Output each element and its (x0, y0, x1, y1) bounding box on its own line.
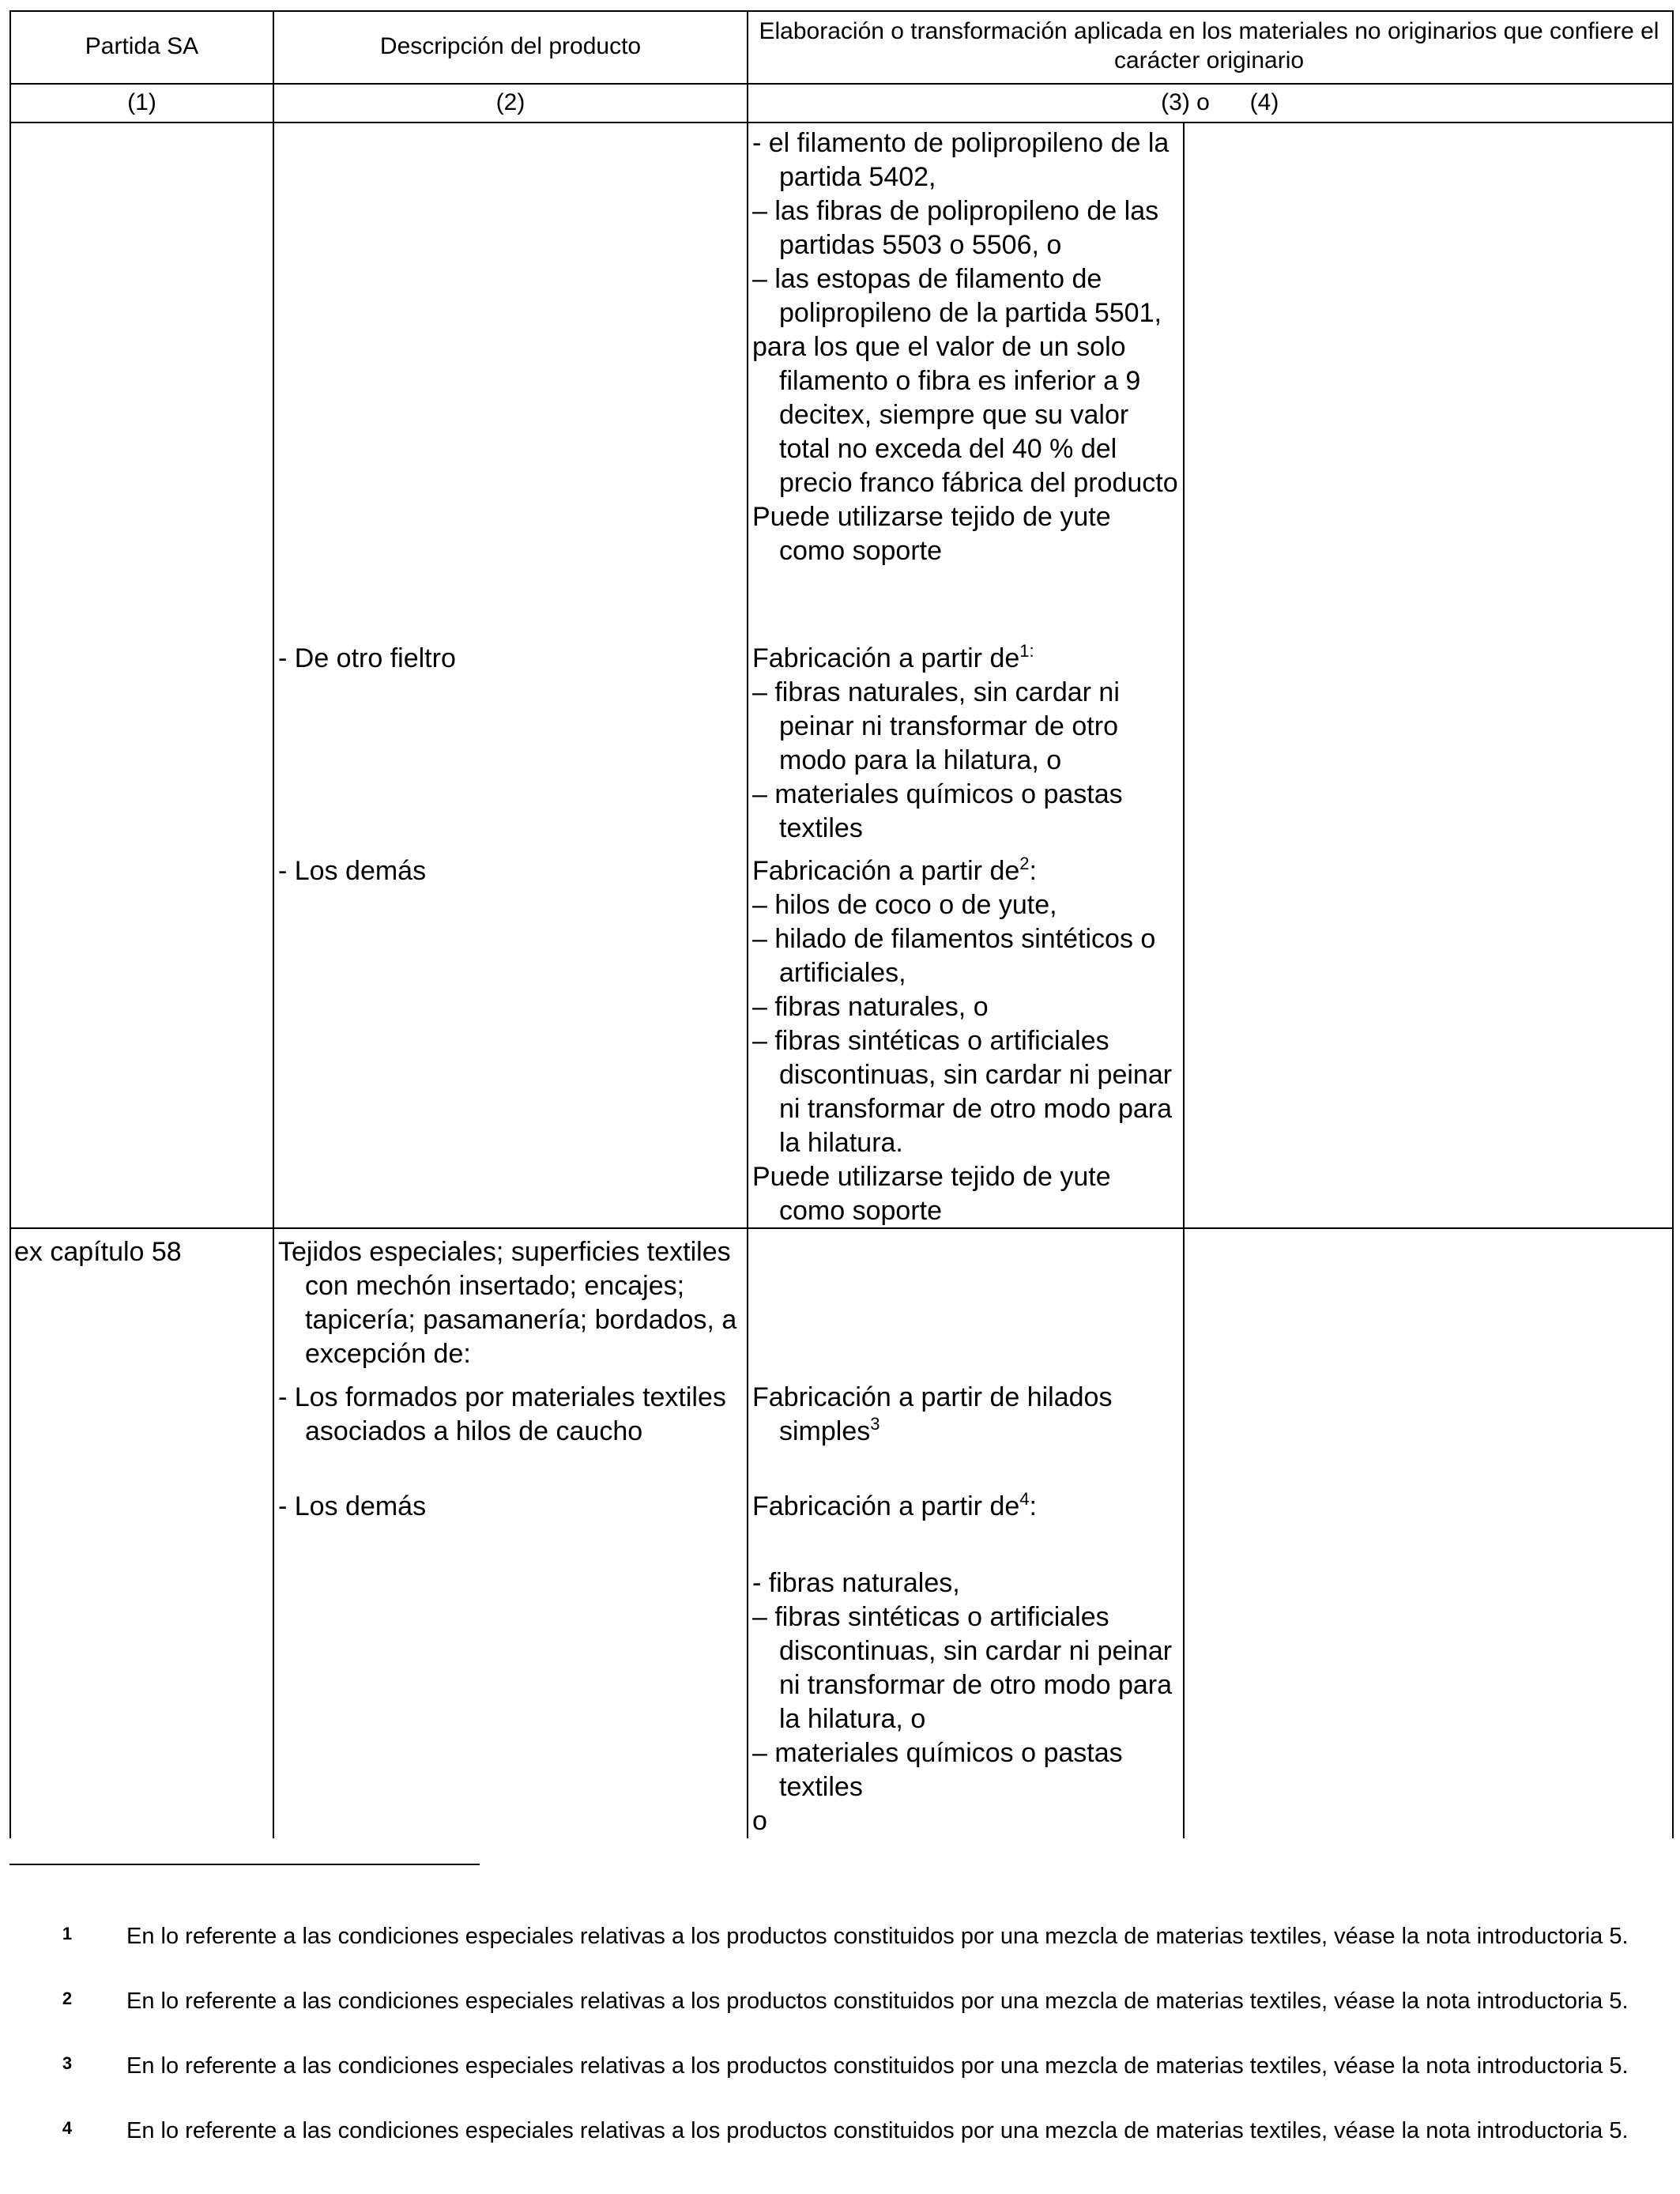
partida-ex-capitulo-58: ex capítulo 58 (14, 1237, 182, 1267)
rule-line: – fibras naturales, sin cardar ni peinar ni transformar de otro modo para la hilatura, o (752, 677, 1120, 775)
header-partida-sa: Partida SA (85, 33, 199, 59)
header-elaboracion: Elaboración o transformación aplicada en los materiales no originarios que confiere el carácter originario (759, 18, 1659, 74)
footnote-number: 2 (62, 1989, 73, 2008)
column-number-2: (2) (495, 89, 525, 115)
description-los-demas-58: - Los demás (278, 1491, 427, 1521)
column-divider-2 (747, 10, 748, 1838)
footnote-ref-1: 1: (1019, 641, 1034, 661)
footnote-4 (8, 2113, 1672, 2146)
footnote-text: En lo referente a las condiciones especiales relativas a los productos constituidos por una mezcla de materias textiles, véase la nota introductoria 5. (126, 1924, 1629, 1949)
rule-line: – fibras sintéticas o artificiales discontinuas, sin cardar ni peinar ni transformar de otro modo para la hilatura, o (752, 1602, 1173, 1734)
rule-line: – fibras sintéticas o artificiales discontinuas, sin cardar ni peinar ni transformar de otro modo para la hilatura. (752, 1026, 1173, 1158)
footnote-ref-3: 3 (870, 1414, 880, 1434)
column-number-3: (3) o (1161, 89, 1210, 115)
rule-intro: Fabricación a partir $de^2$: (752, 854, 1037, 886)
number-row-bottom-border (9, 122, 1674, 123)
footnote-text: En lo referente a las condiciones especiales relativas a los productos constituidos por una mezcla de materias textiles, véase la nota introductoria 5. (126, 2053, 1629, 2079)
column-number-4: (4) (1249, 89, 1279, 115)
footnote-2 (8, 1984, 1672, 2016)
footnote-1 (8, 1919, 1672, 1951)
rule-intro-58: Fabricación a partir $de^4$: (752, 1489, 1037, 1521)
table-top-border (9, 10, 1674, 12)
rule-hilados-simples: Fabricación a partir de hilados simples$^3$ (752, 1382, 1113, 1446)
header-bottom-border (9, 83, 1674, 85)
column-divider-1 (273, 10, 274, 1838)
rule-line: – materiales químicos o pastas textiles (752, 1738, 1123, 1802)
footnote-3 (8, 2049, 1672, 2081)
rule-cell-fieltro (752, 642, 1179, 846)
footnote-text: En lo referente a las condiciones especiales relativas a los productos constituidos por una mezcla de materias textiles, véase la nota introductoria 5. (126, 2118, 1629, 2143)
description-hilos-de-caucho: - Los formados por materiales textiles asociados a hilos de caucho (278, 1382, 726, 1446)
column-divider-3 (1183, 122, 1185, 1838)
rule-cell-continuation (752, 126, 1179, 568)
rule-line: Puede utilizarse tejido de yute como soporte (752, 502, 1111, 566)
footnote-number: 4 (62, 2118, 73, 2138)
rule-line: o (752, 1806, 767, 1836)
rule-line: – hilos de coco o de yute, (752, 890, 1057, 920)
footnote-text: En lo referente a las condiciones especiales relativas a los productos constituidos por una mezcla de materias textiles, véase la nota introductoria 5. (126, 1989, 1629, 2014)
rule-line: – hilado de filamentos sintéticos o artificiales, (752, 924, 1156, 988)
table-left-border (9, 10, 11, 1838)
footnote-number: 1 (62, 1924, 73, 1943)
rule-cell-demas (752, 854, 1179, 1228)
rule-line: Puede utilizarse tejido de yute como soporte (752, 1162, 1111, 1226)
description-los-demas: - Los demás (278, 856, 427, 886)
description-de-otro-fieltro: - De otro fieltro (278, 643, 456, 673)
footnote-ref-4: 4 (1019, 1489, 1030, 1509)
rule-line: – las fibras de polipropileno de las partidas 5503 o 5506, o (752, 196, 1159, 260)
rule-cell-demas-58 (752, 1566, 1179, 1838)
rule-line: - fibras naturales, (752, 1568, 960, 1598)
rule-line: – materiales químicos o pastas textiles (752, 779, 1123, 843)
rule-line: – las estopas de filamento de polipropileno de la partida 5501, (752, 264, 1162, 328)
header-descripcion: Descripción del producto (379, 33, 642, 59)
description-tejidos-especiales: Tejidos especiales; superficies textiles con mechón insertado; encajes; tapicería; pasamanería; bordados, a excepción de: (278, 1237, 737, 1369)
footnote-ref-2: 2 (1019, 854, 1030, 873)
rule-line: – fibras naturales, o (752, 992, 989, 1022)
footnote-number: 3 (62, 2053, 73, 2073)
footnote-separator (9, 1864, 480, 1865)
rule-line: - el filamento de polipropileno de la partida 5402, (752, 128, 1170, 192)
column-number-1: (1) (127, 89, 156, 115)
rule-intro: Fabricación a partir $de^{1:}$ (752, 641, 1034, 673)
rule-line: para los que el valor de un solo filamento o fibra es inferior a 9 decitex, siempre que su valor total no exceda del 40 % del precio franco fábrica del producto (752, 332, 1178, 498)
table-right-border (1672, 10, 1674, 1838)
